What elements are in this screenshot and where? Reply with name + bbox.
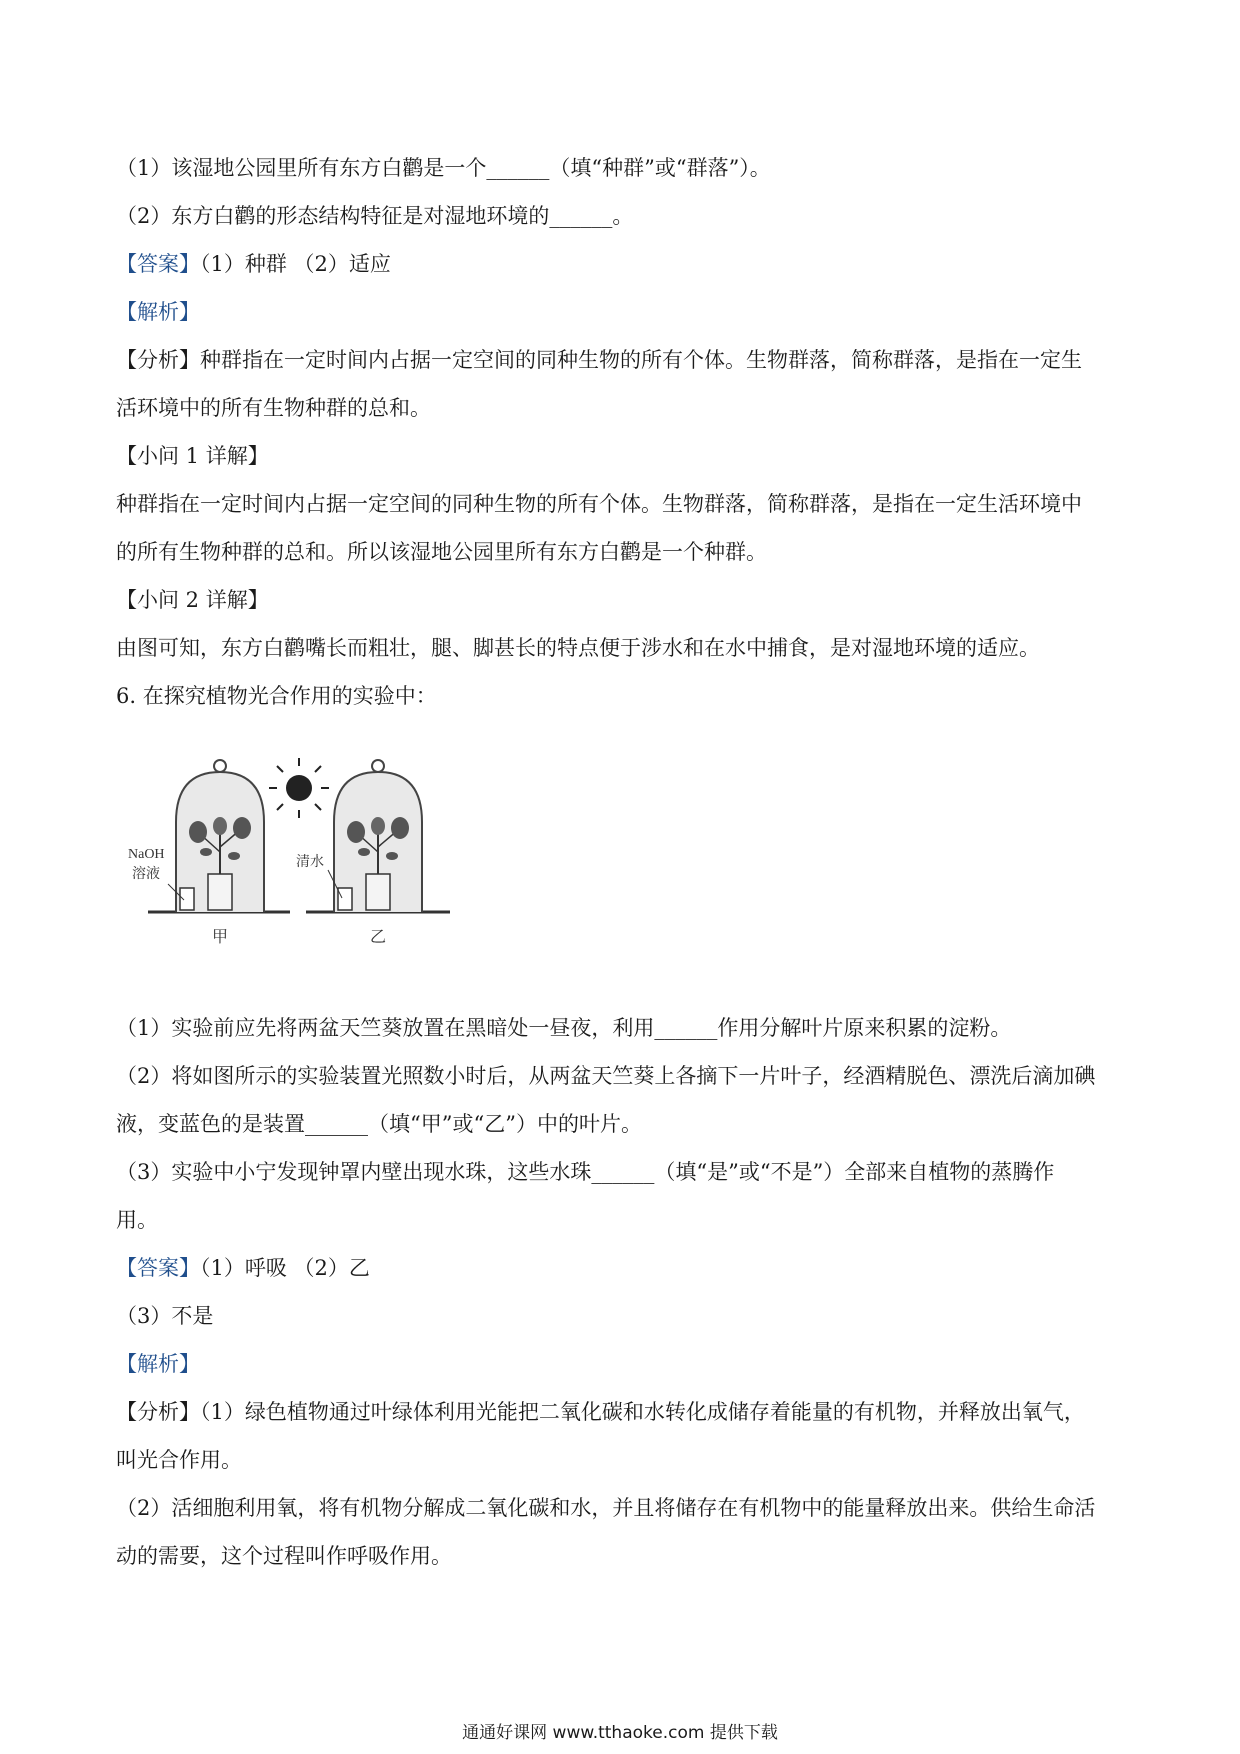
label-jia: 甲 — [212, 927, 229, 946]
q5-detail1-label: 【小问 1 详解】 — [116, 444, 269, 468]
bell-jar-yi — [334, 760, 422, 912]
answer-text: （1）呼吸 （2）乙 — [200, 1256, 370, 1280]
answer-text: （1）种群 （2）适应 — [200, 252, 391, 276]
fenxi-label: 【分析】 — [116, 1400, 200, 1424]
page-footer: 通通好课网 www.tthaoke.com 提供下载 — [462, 1723, 778, 1743]
q5-detail1-text-1: 种群指在一定时间内占据一定空间的同种生物的所有个体。生物群落，简称群落，是指在一定生活环境中 — [116, 492, 1082, 516]
q6-sub3-1: （3）实验中小宁发现钟罩内壁出现水珠，这些水珠______（填“是”或“不是”）全部来自植物的蒸腾作 — [116, 1160, 1055, 1184]
q5-detail2-label: 【小问 2 详解】 — [116, 588, 269, 612]
q5-fenxi-1 — [116, 345, 1082, 375]
q6-answer-2: （3）不是 — [116, 1304, 214, 1328]
experiment-figure — [128, 752, 468, 952]
fenxi-text: （1）绿色植物通过叶绿体利用光能把二氧化碳和水转化成储存着能量的有机物，并释放出氧气， — [200, 1400, 1085, 1424]
q6-fenxi-4: 动的需要，这个过程叫作呼吸作用。 — [116, 1544, 452, 1568]
q6-fenxi-2: 叫光合作用。 — [116, 1448, 242, 1472]
q6-sub1: （1）实验前应先将两盆天竺葵放置在黑暗处一昼夜，利用______作用分解叶片原来积累的淀粉。 — [116, 1016, 1012, 1040]
q5-fenxi-2: 活环境中的所有生物种群的总和。 — [116, 396, 431, 420]
answer-label: 【答案】 — [116, 1256, 200, 1280]
q5-detail1-text-2: 的所有生物种群的总和。所以该湿地公园里所有东方白鹳是一个种群。 — [116, 540, 767, 564]
q6-fenxi-3: （2）活细胞利用氧，将有机物分解成二氧化碳和水，并且将储存在有机物中的能量释放出来。供给生命活 — [116, 1496, 1096, 1520]
q6-sub2-1: （2）将如图所示的实验装置光照数小时后，从两盆天竺葵上各摘下一片叶子，经酒精脱色、漂洗后滴加碘 — [116, 1064, 1096, 1088]
bell-jar-jia — [176, 760, 264, 912]
label-yi: 乙 — [370, 927, 387, 946]
q6-fenxi-1 — [116, 1397, 1085, 1427]
label-naoh-1: NaOH — [128, 847, 165, 862]
q6-sub2-2: 液，变蓝色的是装置______（填“甲”或“乙”）中的叶片。 — [116, 1112, 642, 1136]
q6-title: 6. 在探究植物光合作用的实验中： — [116, 684, 437, 708]
q5-analysis-label: 【解析】 — [116, 300, 200, 324]
q6-analysis-label: 【解析】 — [116, 1352, 200, 1376]
q5-sub2: （2）东方白鹳的形态结构特征是对湿地环境的______。 — [116, 204, 634, 228]
q6-answer — [116, 1253, 370, 1283]
q5-answer — [116, 249, 391, 279]
q5-detail2-text: 由图可知，东方白鹳嘴长而粗壮，腿、脚甚长的特点便于涉水和在水中捕食，是对湿地环境的适应。 — [116, 636, 1040, 660]
label-water: 清水 — [296, 854, 324, 870]
fenxi-label: 【分析】 — [116, 348, 200, 372]
q6-sub3-2: 用。 — [116, 1208, 158, 1232]
q5-sub1: （1）该湿地公园里所有东方白鹳是一个______（填“种群”或“群落”）。 — [116, 156, 771, 180]
label-naoh-2: 溶液 — [132, 866, 160, 882]
fenxi-text: 种群指在一定时间内占据一定空间的同种生物的所有个体。生物群落，简称群落，是指在一定生 — [200, 348, 1082, 372]
sun-icon — [269, 758, 329, 818]
answer-label: 【答案】 — [116, 252, 200, 276]
